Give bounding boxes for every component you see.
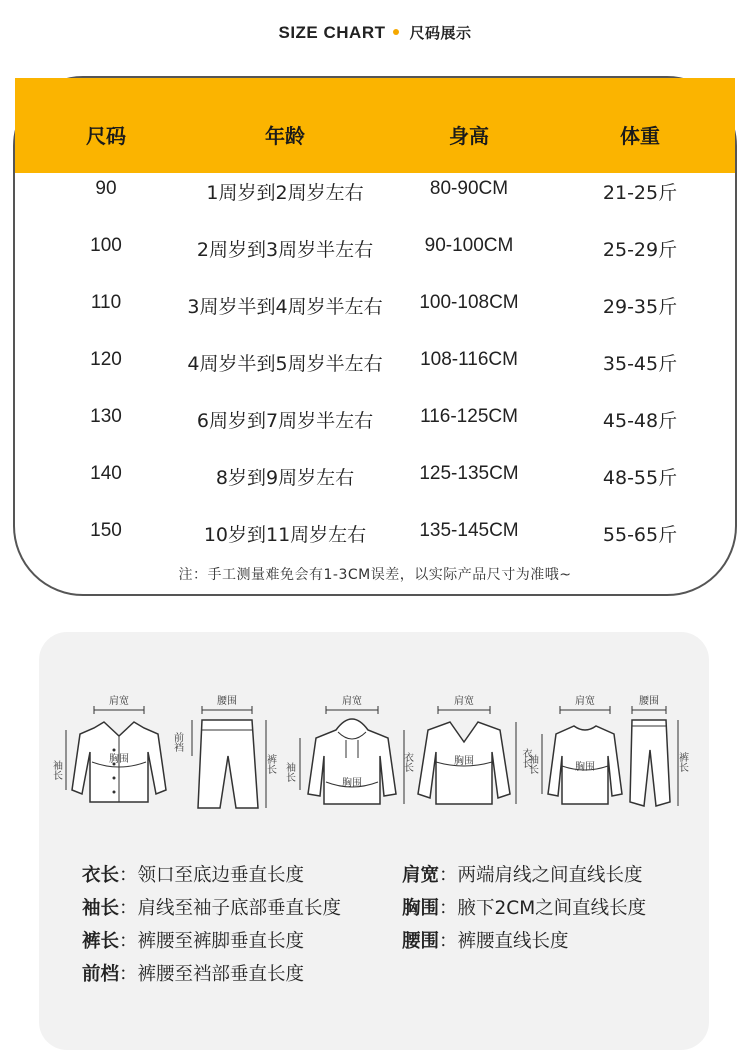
cell-age: 2周岁到3周岁半左右 <box>196 239 374 261</box>
label-shoulder: 肩宽 <box>454 696 474 707</box>
table-row <box>15 406 735 436</box>
pants-diagram-2 <box>620 690 700 820</box>
definition-item: 前档：裤腰至裆部垂直长度 <box>82 964 305 985</box>
cell-height: 116-125CM <box>420 406 518 427</box>
table-row <box>15 178 735 208</box>
page-title <box>0 22 750 43</box>
cell-age: 8岁到9周岁左右 <box>215 467 355 489</box>
cell-size: 130 <box>90 406 122 427</box>
cell-weight: 45-48斤 <box>602 410 678 432</box>
cell-weight: 35-45斤 <box>602 353 678 375</box>
label-sleeve: 袖长 <box>526 754 538 774</box>
label-shoulder: 肩宽 <box>109 696 129 707</box>
cell-height: 90-100CM <box>424 235 514 256</box>
label-rise: 前裆 <box>171 732 183 752</box>
definition-item: 袖长：肩线至袖子底部垂直长度 <box>82 898 342 919</box>
table-row <box>15 349 735 379</box>
table-row <box>15 292 735 322</box>
header-height: 身高 <box>449 124 489 148</box>
cell-height: 100-108CM <box>419 292 519 313</box>
cell-weight: 29-35斤 <box>602 296 678 318</box>
label-chest: 胸围 <box>575 762 595 773</box>
cell-height: 80-90CM <box>429 178 509 199</box>
cell-size: 110 <box>90 292 122 313</box>
table-row <box>15 463 735 493</box>
cell-age: 10岁到11周岁左右 <box>203 524 367 546</box>
cell-age: 6周岁到7周岁半左右 <box>196 410 374 432</box>
cell-age: 3周岁半到4周岁半左右 <box>187 296 383 318</box>
header-size: 尺码 <box>86 124 126 148</box>
cell-size: 100 <box>90 235 122 256</box>
label-pants-length: 裤长 <box>264 754 276 774</box>
table-row <box>15 235 735 265</box>
title-chinese: 尺码展示 <box>409 24 472 42</box>
label-pants-length: 裤长 <box>676 752 688 772</box>
label-sleeve: 袖长 <box>50 760 62 780</box>
label-body-length: 衣长 <box>520 748 531 768</box>
definition-item: 裤长：裤腰至裤脚垂直长度 <box>82 931 305 952</box>
definition-item: 胸围：腋下2CM之间直线长度 <box>402 898 647 919</box>
cell-height: 135-145CM <box>419 520 519 541</box>
cell-weight: 48-55斤 <box>602 467 678 489</box>
label-chest: 胸围 <box>342 778 362 789</box>
label-shoulder: 肩宽 <box>575 696 595 707</box>
table-header-row <box>15 78 735 173</box>
cell-height: 125-135CM <box>419 463 519 484</box>
cell-weight: 55-65斤 <box>602 524 678 546</box>
table-row <box>15 520 735 550</box>
label-waist: 腰围 <box>639 696 659 707</box>
label-body-length: 衣长 <box>401 752 413 772</box>
size-table-card <box>13 76 737 596</box>
cell-size: 150 <box>90 520 122 541</box>
definition-item: 衣长：领口至底边垂直长度 <box>82 865 305 886</box>
cell-size: 140 <box>90 463 122 484</box>
label-chest: 胸围 <box>109 754 129 765</box>
cell-size: 120 <box>90 349 122 370</box>
cell-weight: 25-29斤 <box>602 239 678 261</box>
label-sleeve: 袖长 <box>283 762 295 782</box>
label-shoulder: 肩宽 <box>342 696 362 707</box>
hoodie-diagram <box>283 690 418 820</box>
jacket-diagram <box>52 690 184 820</box>
title-english: SIZE CHART <box>278 23 386 42</box>
cell-age: 1周岁到2周岁左右 <box>206 182 364 204</box>
sweater-diagram <box>406 690 524 820</box>
label-chest: 胸围 <box>454 756 474 767</box>
sweatshirt-diagram <box>526 690 634 820</box>
cell-size: 90 <box>95 178 117 199</box>
pants-diagram-1 <box>172 690 284 820</box>
cell-height: 108-116CM <box>420 349 518 370</box>
title-dot-icon <box>393 29 399 35</box>
measurement-note: 注：手工测量难免会有1-3CM误差，以实际产品尺寸为准哦~ <box>178 567 572 583</box>
definition-item: 腰围：裤腰直线长度 <box>402 931 569 952</box>
header-age: 年龄 <box>265 124 305 148</box>
cell-weight: 21-25斤 <box>602 182 678 204</box>
definition-item: 肩宽：两端肩线之间直线长度 <box>402 865 643 886</box>
header-weight: 体重 <box>620 124 660 148</box>
label-waist: 腰围 <box>217 696 237 707</box>
cell-age: 4周岁半到5周岁半左右 <box>187 353 383 375</box>
